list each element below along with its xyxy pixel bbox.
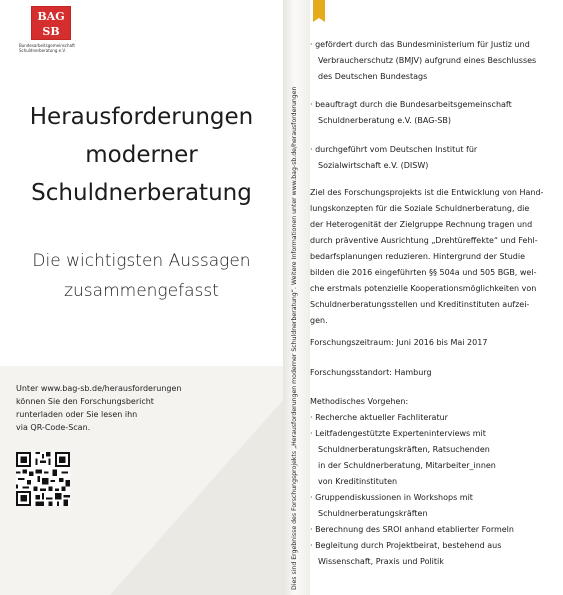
funder-item: · durchgeführt vom Deutschen Institut für Sozialwirtschaft e.V. (DISW)	[310, 145, 478, 170]
logo-caption: Bundesarbeitsgemeinschaft Schuldnerberatung e.V.	[19, 43, 75, 53]
download-line: runterladen oder Sie lesen ihn	[16, 410, 138, 419]
back-panel	[310, 0, 563, 595]
funder-item: · beauftragt durch die Bundesarbeitsgemeinschaft Schuldnerberatung e.V. (BAG-SB)	[310, 100, 512, 125]
research-period: Forschungszeitraum: Juni 2016 bis Mai 2017	[310, 338, 488, 347]
title-line: moderner	[85, 142, 198, 168]
method-item: · Gruppendiskussionen in Workshops mit	[310, 493, 473, 502]
research-location: Forschungsstandort: Hamburg	[310, 368, 432, 377]
methods-list: Methodisches Vorgehen: · Recherche aktueller Fachliteratur · Leitfadengestützte Experteninterviews mit Schuldnerberatungskräften, Ratsuchenden in der Schuldnerberatung, Mitarbeiter_innen von Kreditinstituten · Gruppendiskussionen in Workshops mit Schuldnerberatungskräften · Berechnung des SROI anhand etablierter Formeln · Begleitung durch Projektbeirat, bestehend aus Wissenschaft, Praxis und Politik	[310, 394, 555, 570]
method-item: · Recherche aktueller Fachliteratur	[310, 413, 448, 422]
download-line: können Sie den Forschungsbericht	[16, 397, 154, 406]
download-note	[16, 382, 216, 434]
spine	[283, 0, 310, 595]
project-goal: Ziel des Forschungsprojekts ist die Entwicklung von Hand- lungskonzepten für die Soziale Schuldnerberatung, die der Heterogenität der Zielgruppe Rechnung tragen und durch präventive Ausrichtung „Drehtüreffekte“ und Fehl- bedarfsplanungen reduzieren. Hintergrund der Studie bilden die 2016 eingeführten §§ 504a und 505 BGB, wel- che erstmals potenzielle Kooperationsmöglichkeiten von Schuldnerberatungsstellen und Kreditinstituten aufzei- gen.	[310, 188, 544, 325]
cover-title	[0, 98, 283, 212]
title-line: Schuldnerberatung	[31, 180, 252, 206]
subtitle-line: zusammengefasst	[64, 281, 219, 301]
spine-text: Dies sind Ergebnisse des Forschungsprojekts „Herausforderungen moderner Schuldnerberatung“. Weitere Informationen unter www.bag-sb.de/herausforderungen	[291, 86, 298, 590]
logo-mark: BAG SB	[31, 6, 71, 40]
funder-item: · gefördert durch das Bundesministerium für Justiz und Verbraucherschutz (BMJV) aufgrund eines Beschlusses des Deutschen Bundestags	[310, 40, 537, 81]
methods-heading: Methodisches Vorgehen:	[310, 397, 409, 406]
title-line: Herausforderungen	[29, 104, 254, 130]
qr-code-icon[interactable]	[16, 452, 70, 506]
method-item: · Berechnung des SROI anhand etablierter Formeln	[310, 525, 514, 534]
download-line: Unter www.bag-sb.de/herausforderungen	[16, 384, 182, 393]
download-line: via QR-Code-Scan.	[16, 423, 91, 432]
bookmark-ribbon-icon	[313, 0, 325, 18]
bag-sb-logo	[19, 6, 89, 53]
subtitle-line: Die wichtigsten Aussagen	[32, 251, 251, 271]
method-item: · Leitfadengestützte Experteninterviews mit	[310, 429, 486, 438]
method-item: · Begleitung durch Projektbeirat, bestehend aus	[310, 541, 502, 550]
cover-subtitle	[0, 246, 283, 306]
